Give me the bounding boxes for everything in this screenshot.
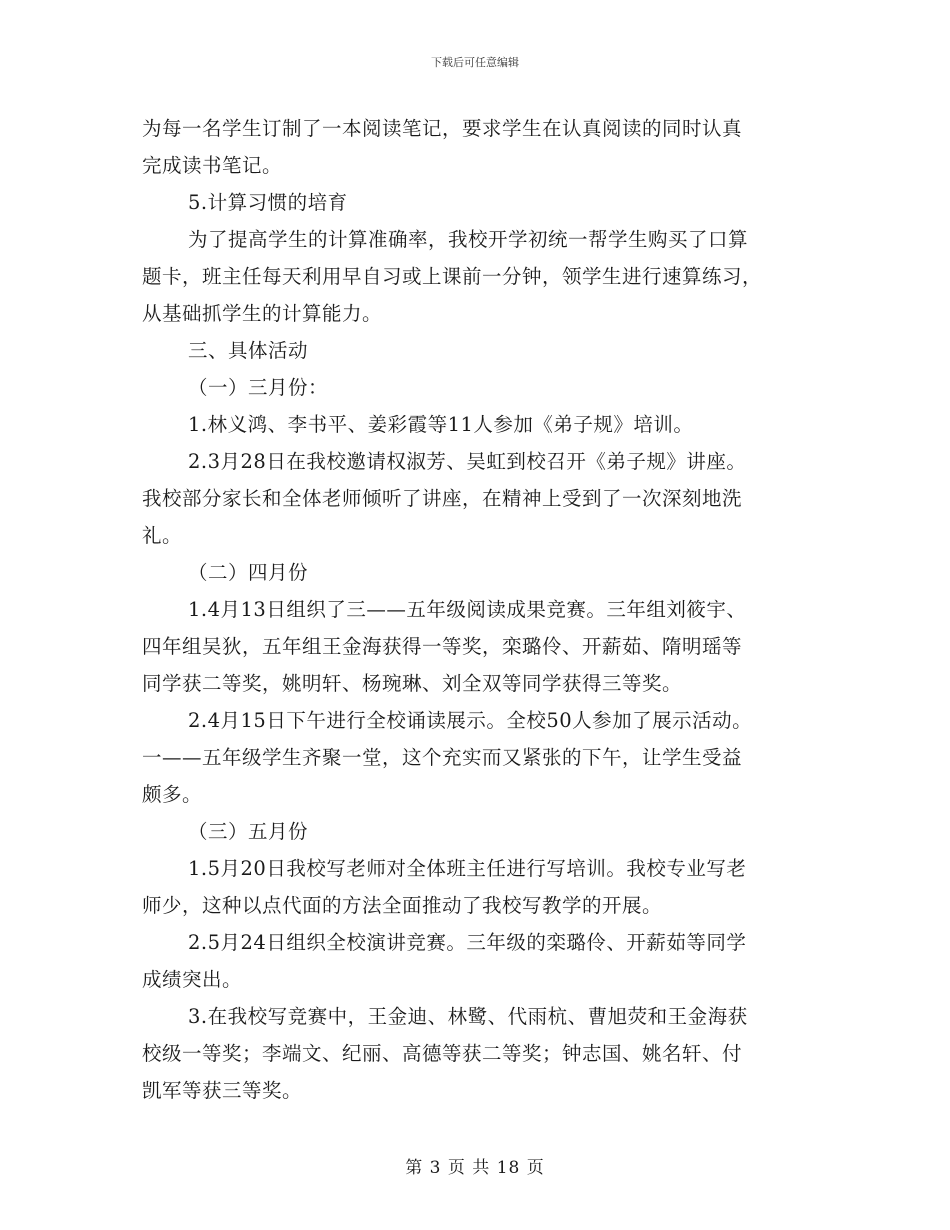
- page-header: 下载后可任意编辑: [431, 56, 519, 69]
- text-line: 凯军等获三等奖。: [142, 1079, 303, 1102]
- text-line: 一——五年级学生齐聚一堂，这个充实而又紧张的下午，让学生受益: [142, 746, 743, 769]
- text-line: 三、具体活动: [188, 339, 309, 362]
- text-line: 为了提高学生的计算准确率，我校开学初统一帮学生购买了口算: [188, 228, 749, 251]
- text-line: 师少，这种以点代面的方法全面推动了我校写教学的开展。: [142, 894, 663, 917]
- text-line: 颇多。: [142, 783, 203, 806]
- text-line: （三）五月份: [188, 820, 309, 843]
- page-footer: 第 3 页 共 18 页: [405, 1158, 545, 1178]
- text-line: 礼。: [142, 524, 183, 547]
- text-line: 5.计算习惯的培育: [188, 191, 348, 214]
- text-line: 完成读书笔记。: [142, 154, 283, 177]
- text-line: （二）四月份: [188, 561, 309, 584]
- text-line: 四年组吴狄，五年组王金海获得一等奖，栾璐伶、开薪茹、隋明瑶等: [142, 635, 743, 658]
- text-line: 同学获二等奖，姚明轩、杨琬琳、刘全双等同学获得三等奖。: [142, 672, 683, 695]
- text-line: 为每一名学生订制了一本阅读笔记，要求学生在认真阅读的同时认真: [142, 117, 743, 140]
- text-line: （一）三月份：: [188, 376, 329, 399]
- text-line: 1.4月13日组织了三——五年级阅读成果竞赛。三年组刘筱宇、: [188, 598, 747, 621]
- text-line: 成绩突出。: [142, 968, 243, 991]
- text-line: 3.在我校写竞赛中，王金迪、林鹭、代雨杭、曹旭荧和王金海获: [188, 1005, 748, 1028]
- text-line: 2.4月15日下午进行全校诵读展示。全校50人参加了展示活动。: [188, 709, 753, 732]
- text-line: 2.3月28日在我校邀请权淑芳、吴虹到校召开《弟子规》讲座。: [188, 450, 747, 473]
- text-line: 1.5月20日我校写老师对全体班主任进行写培训。我校专业写老: [188, 857, 747, 880]
- text-line: 我校部分家长和全体老师倾听了讲座，在精神上受到了一次深刻地洗: [142, 487, 743, 510]
- text-line: 从基础抓学生的计算能力。: [142, 302, 383, 325]
- text-line: 2.5月24日组织全校演讲竞赛。三年级的栾璐伶、开薪茹等同学: [188, 931, 747, 954]
- document-body: [142, 110, 812, 1109]
- text-line: 题卡，班主任每天利用早自习或上课前一分钟，领学生进行速算练习，: [142, 265, 763, 288]
- text-line: 校级一等奖；李端文、纪丽、高德等获二等奖；钟志国、姚名轩、付: [142, 1042, 743, 1065]
- text-line: 1.林义鸿、李书平、姜彩霞等11人参加《弟子规》培训。: [188, 413, 694, 436]
